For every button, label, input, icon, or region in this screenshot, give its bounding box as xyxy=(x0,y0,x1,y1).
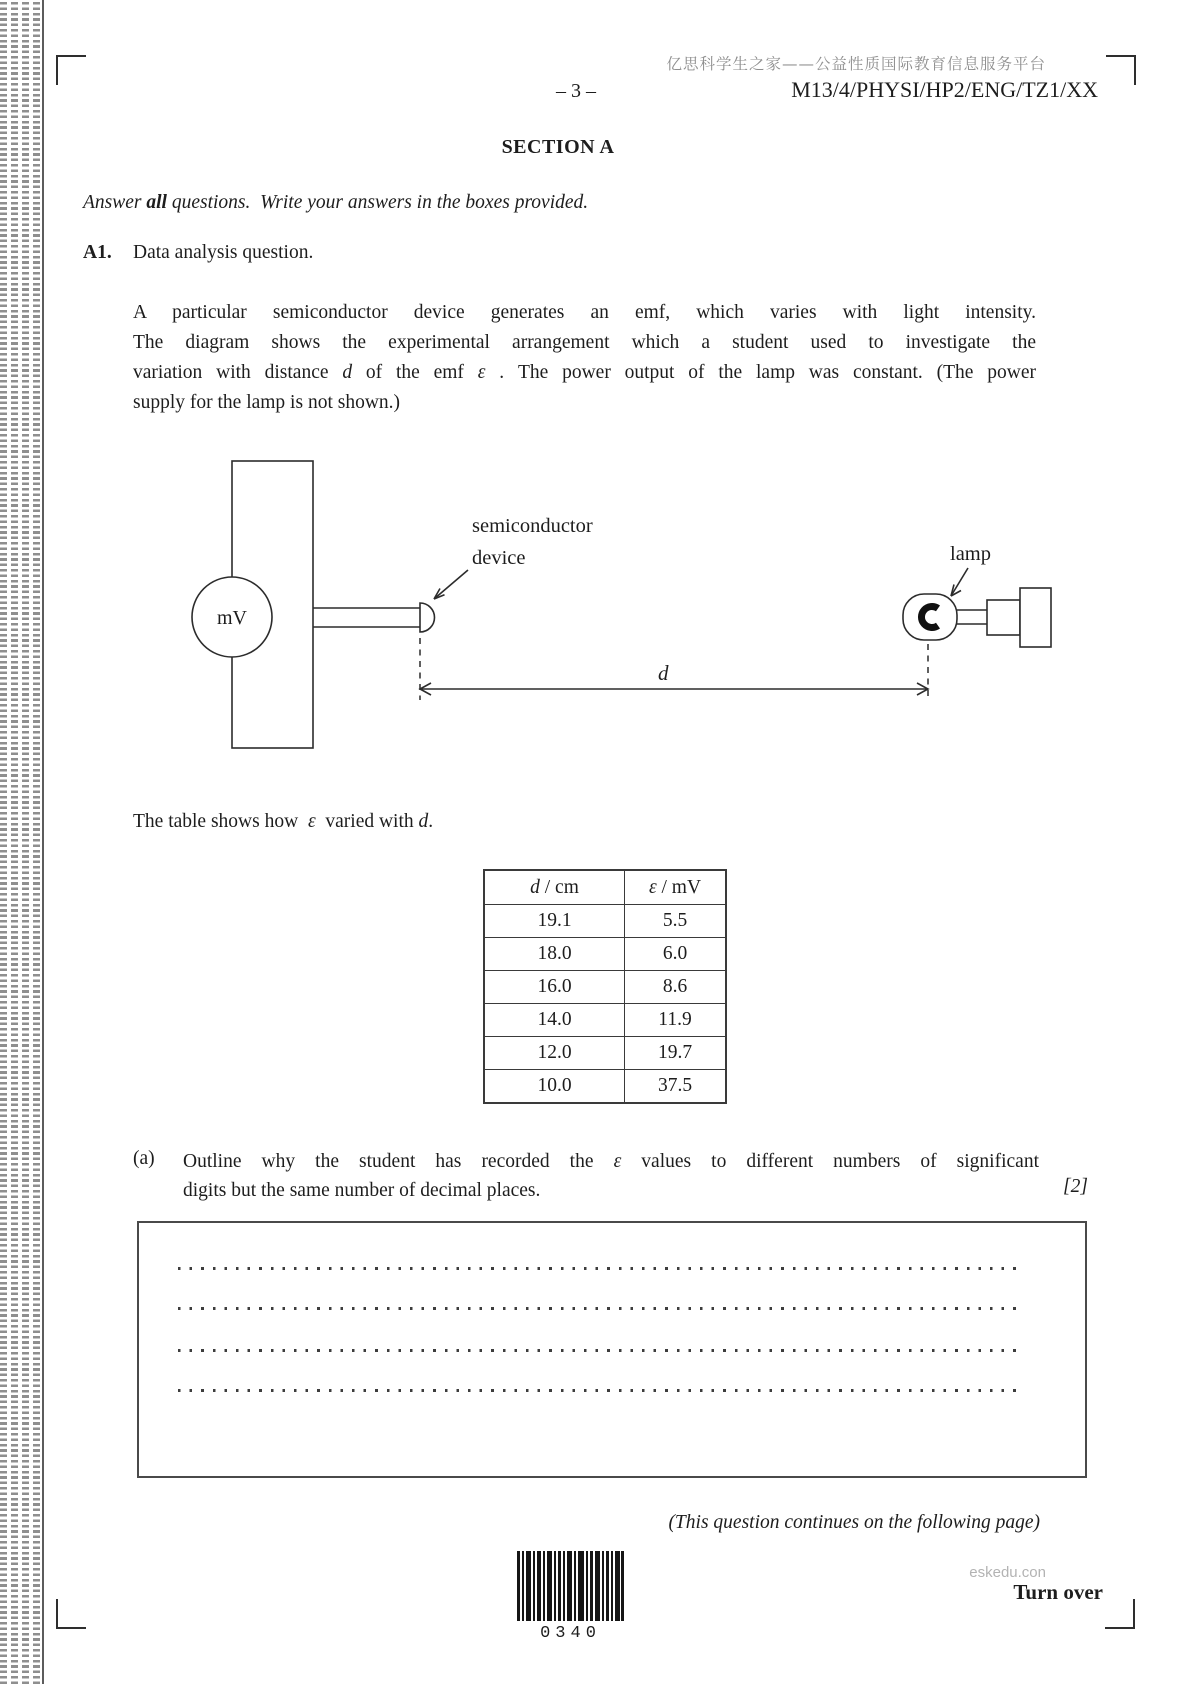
lamp-bulb xyxy=(903,594,957,640)
intro-line-1: A particular semiconductor device generates an emf, which varies with light intensity. xyxy=(133,302,1036,323)
caption-text: . xyxy=(428,811,434,832)
instruction-text-pre: Answer xyxy=(83,192,147,213)
emf-symbol: ε xyxy=(613,1151,622,1172)
table-row xyxy=(485,937,725,970)
cell-d: 16.0 xyxy=(485,971,625,1003)
lamp-leads xyxy=(957,610,987,624)
distance-symbol: d xyxy=(342,362,353,383)
site-header-note: 亿思科学生之家——公益性质国际教育信息服务平台 xyxy=(666,55,1046,73)
caption-text: The table shows how xyxy=(133,811,308,832)
barcode xyxy=(517,1551,624,1621)
intro-line-2: The diagram shows the experimental arrangement which a student used to investigate the xyxy=(133,332,1036,353)
table-row xyxy=(485,1003,725,1036)
intro-line-3-text: variation with distance xyxy=(133,362,343,383)
page-edge-texture xyxy=(0,0,44,1684)
semiconductor-device xyxy=(420,603,435,632)
instruction-text-post: questions. Write your answers in the boxes provided. xyxy=(166,192,589,213)
answer-dotted-line xyxy=(178,1267,1023,1270)
emf-symbol: ε xyxy=(477,362,486,383)
column-header-d xyxy=(485,871,625,904)
cell-emf: 37.5 xyxy=(657,1075,693,1096)
answer-box[interactable] xyxy=(137,1221,1087,1478)
cell-emf: 11.9 xyxy=(658,1009,692,1030)
unit-text: / mV xyxy=(656,877,702,898)
barcode-number: 0340 xyxy=(540,1624,601,1643)
lamp-socket-outer xyxy=(1020,588,1051,647)
device-label-arrow xyxy=(434,570,468,599)
intro-line-3-text: . The power output of the lamp was constant. (The power xyxy=(485,362,1036,383)
instruction-text-bold: all xyxy=(146,192,167,213)
device-arm xyxy=(313,608,420,627)
distance-symbol: d xyxy=(530,877,540,898)
crop-mark-bottom-left xyxy=(56,1599,86,1629)
apparatus-diagram xyxy=(150,420,1100,760)
turn-over-label: Turn over xyxy=(1013,1580,1103,1604)
question-intro xyxy=(133,298,1036,418)
data-table xyxy=(483,869,727,1104)
part-a-text-post: values to different numbers of significant xyxy=(621,1151,1039,1172)
question-number: A1. xyxy=(83,242,112,263)
answer-dotted-line xyxy=(178,1307,1023,1310)
cell-d: 14.0 xyxy=(485,1004,625,1036)
cell-emf: 19.7 xyxy=(657,1042,693,1063)
answer-dotted-line xyxy=(178,1349,1023,1352)
part-a-label: (a) xyxy=(133,1148,155,1169)
intro-line-3 xyxy=(133,358,1036,388)
page-number: – 3 – xyxy=(556,80,596,102)
cell-emf: 8.6 xyxy=(662,976,688,997)
device-label-line2: device xyxy=(472,547,526,569)
emf-symbol: ε xyxy=(307,811,316,832)
crop-mark-top-right xyxy=(1106,55,1136,85)
table-row xyxy=(485,1069,725,1102)
cell-d: 18.0 xyxy=(485,938,625,970)
table-row xyxy=(485,1036,725,1069)
cell-emf: 5.5 xyxy=(662,910,688,931)
site-watermark: eskedu.con xyxy=(969,1564,1046,1581)
distance-symbol: d xyxy=(418,811,429,832)
cell-emf: 6.0 xyxy=(662,943,688,964)
section-instructions xyxy=(83,192,588,214)
unit-text: / cm xyxy=(539,877,579,898)
part-a-text xyxy=(183,1148,1039,1205)
cell-d: 12.0 xyxy=(485,1037,625,1069)
cell-d: 19.1 xyxy=(485,905,625,937)
crop-mark-bottom-right xyxy=(1105,1599,1135,1629)
marks-label: [2] xyxy=(1063,1176,1088,1197)
answer-dotted-line xyxy=(178,1389,1023,1392)
table-row xyxy=(485,970,725,1003)
caption-text: varied with xyxy=(315,811,419,832)
part-a-text-pre: Outline why the student has recorded the xyxy=(183,1151,614,1172)
crop-mark-top-left xyxy=(56,55,86,85)
part-a-line-1 xyxy=(183,1148,1039,1177)
intro-line-3-text: of the emf xyxy=(352,362,478,383)
table-caption xyxy=(133,811,433,833)
lamp-socket-inner xyxy=(987,600,1020,635)
paper-code: M13/4/PHYSI/HP2/ENG/TZ1/XX xyxy=(791,77,1098,102)
column-header-emf xyxy=(625,871,725,904)
device-label-line1: semiconductor xyxy=(472,515,593,537)
section-title: SECTION A xyxy=(501,136,615,158)
cell-d: 10.0 xyxy=(485,1070,625,1102)
distance-label: d xyxy=(658,661,669,685)
continuation-note: (This question continues on the following page) xyxy=(668,1512,1040,1533)
emf-symbol: ε xyxy=(648,877,657,898)
part-a-line-2: digits but the same number of decimal places. xyxy=(183,1179,541,1201)
intro-line-4: supply for the lamp is not shown.) xyxy=(133,392,401,413)
millivoltmeter-label: mV xyxy=(217,607,247,629)
table-header-row xyxy=(485,871,725,904)
question-title: Data analysis question. xyxy=(133,242,314,263)
lamp-label: lamp xyxy=(950,543,991,565)
table-row xyxy=(485,904,725,937)
